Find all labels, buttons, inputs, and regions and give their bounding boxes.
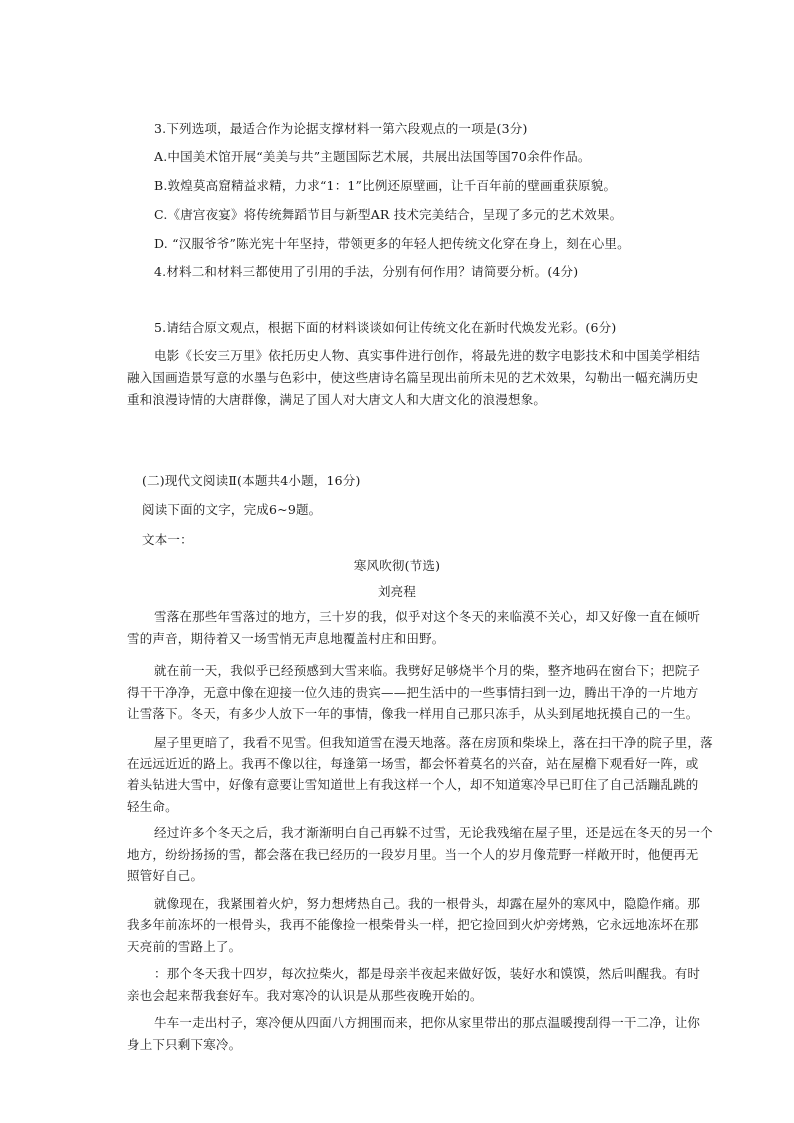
question-5-material-line: 电影《长安三万里》依托历史人物、真实事件进行创作，将最先进的数字电影技术和中国美学相结 [154,348,701,363]
question-5-material-line: 重和浪漫诗情的大唐群像，满足了国人对大唐文人和大唐文化的浪漫想象。 [127,392,547,407]
article-title: 寒风吹彻(节选) [353,558,441,573]
article-line: 就像现在，我紧围着火炉，努力想烤热自己。我的一根骨头，却露在屋外的寒风中，隐隐作痛。那 [154,896,701,911]
question-3-option-c: C.《唐宫夜宴》将传统舞蹈节目与新型AR 技术完美结合，呈现了多元的艺术效果。 [154,207,623,222]
article-line: 照管好自己。 [127,868,204,883]
article-line: 雪的声音，期待着又一场雪悄无声息地覆盖村庄和田野。 [127,631,445,646]
article-line: 就在前一天，我似乎已经预感到大雪来临。我劈好足够烧半个月的柴，整齐地码在窗台下；把院子 [154,663,701,678]
article-line: 得干干净净，无意中像在迎接一位久违的贵宾——把生活中的一些事情扫到一边，腾出干净的一片地方 [127,685,699,700]
article-line: 天亮前的雪路上了。 [127,939,242,954]
question-3-option-b: B.敦煌莫高窟精益求精，力求“1：1”比例还原壁画，让千百年前的壁画重获原貌。 [154,178,617,193]
question-3-option-a: A.中国美术馆开展“美美与共”主题国际艺术展，共展出法国等国70余件作品。 [154,149,591,164]
section-heading: (二)现代文阅读Ⅱ(本题共4小题，16分) [142,473,361,488]
text-label: 文本一： [142,532,193,547]
article-line: 在远远近近的路上。我再不像以往，每逢第一场雪，都会怀着莫名的兴奋，站在屋檐下观看好一阵，或 [127,756,699,771]
article-line: 经过许多个冬天之后，我才渐渐明白自己再躲不过雪，无论我残缩在屋子里，还是远在冬天的另一个 [154,825,713,840]
question-3-stem: 3.下列选项，最适合作为论据支撑材料一第六段观点的一项是(3分) [154,121,528,136]
article-line: 地方，纷纷扬扬的雪，都会落在我已经历的一段岁月里。当一个人的岁月像荒野一样敞开时，他便再无 [127,847,699,862]
question-4-stem: 4.材料二和材料三都使用了引用的手法，分别有何作用？请简要分析。(4分) [154,264,579,279]
article-line: 我多年前冻坏的一根骨头，我再不能像捡一根柴骨头一样，把它捡回到火炉旁烤熟，它永远地冻坏在那 [127,917,699,932]
question-5-material-line: 融入国画造景写意的水墨与色彩中，使这些唐诗名篇呈现出前所未见的艺术效果，勾勒出一幅充满历史 [127,370,699,385]
article-line: ：那个冬天我十四岁，每次拉柴火，都是母亲半夜起来做好饭，装好水和馍馍，然后叫醒我。有时 [154,966,701,981]
article-line: 牛车一走出村子，寒冷便从四面八方拥围而来，把你从家里带出的那点温暖搜刮得一干二净，让你 [154,1015,701,1030]
article-line: 轻生命。 [127,799,178,814]
question-5-stem: 5.请结合原文观点，根据下面的材料谈谈如何让传统文化在新时代焕发光彩。(6分) [154,320,617,335]
article-line: 让雪落下。冬天，有多少人放下一年的事情，像我一样用自己那只冻手，从头到尾地抚摸自己的一生。 [127,706,699,721]
article-line: 身上下只剩下寒冷。 [127,1037,242,1052]
section-instruction: 阅读下面的文字，完成6~9题。 [142,502,322,517]
article-line: 着头钻进大雪中，好像有意要让雪知道世上有我这样一个人，却不知道寒冷早已盯住了自己活蹦乱跳的 [127,777,699,792]
article-author: 刘亮程 [377,584,417,599]
article-line: 雪落在那些年雪落过的地方，三十岁的我，似乎对这个冬天的来临漠不关心，却又好像一直在倾听 [154,609,701,624]
article-line: 亲也会起来帮我套好车。我对寒冷的认识是从那些夜晚开始的。 [127,988,483,1003]
question-3-option-d: D. “汉服爷爷”陈光宪十年坚持，带领更多的年轻人把传统文化穿在身上，刻在心里。 [154,236,630,251]
article-line: 屋子里更暗了，我看不见雪。但我知道雪在漫天地落。落在房顶和柴垛上，落在扫干净的院子里，落 [154,735,713,750]
